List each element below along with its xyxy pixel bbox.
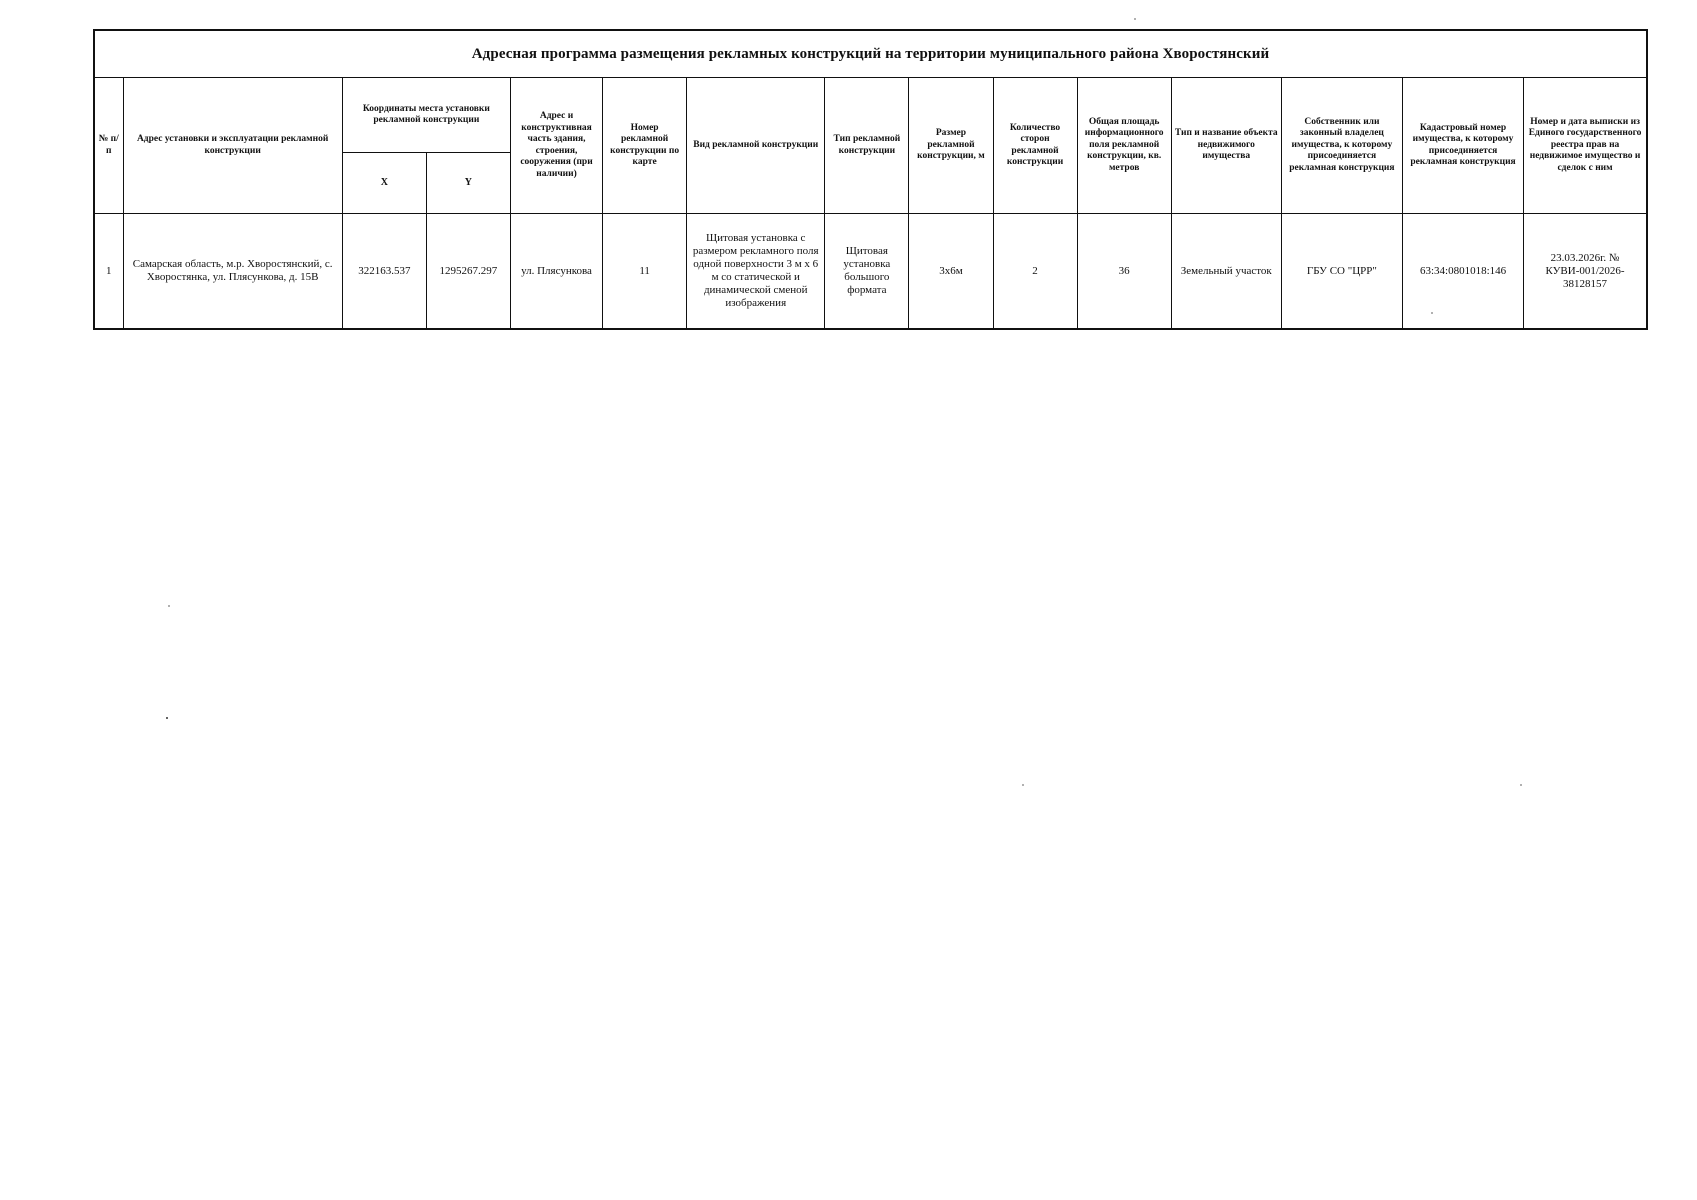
column-header-cadastral: Кадастровый номер имущества, к которому присоединяется рекламная конструкция — [1402, 78, 1523, 214]
advertising-program-table — [93, 29, 1648, 330]
cell-address: Самарская область, м.р. Хворостянский, с. Хворостянка, ул. Плясункова, д. 15В — [123, 214, 342, 330]
scan-speck — [1520, 784, 1522, 786]
cell-y: 1295267.297 — [426, 214, 510, 330]
column-header-address: Адрес установки и эксплуатации рекламной конструкции — [123, 78, 342, 214]
column-header-owner: Собственник или законный владелец имущества, к которому присоединяется рекламная конструкция — [1281, 78, 1402, 214]
cell-size: 3х6м — [909, 214, 993, 330]
cell-sides: 2 — [993, 214, 1077, 330]
column-header-kind: Вид рекламной конструкции — [687, 78, 825, 214]
cell-x: 322163.537 — [342, 214, 426, 330]
scan-speck — [1022, 784, 1024, 786]
table-header-row — [94, 78, 1647, 153]
scan-speck — [168, 605, 170, 607]
cell-kind: Щитовая установка с размером рекламного поля одной поверхности 3 м х 6 м со статической и динамической сменой изображения — [687, 214, 825, 330]
column-header-y: Y — [426, 153, 510, 214]
column-header-coords: Координаты места установки рекламной конструкции — [342, 78, 510, 153]
column-header-area: Общая площадь информационного поля рекламной конструкции, кв. метров — [1077, 78, 1171, 214]
cell-property-type: Земельный участок — [1171, 214, 1281, 330]
document-title: Адресная программа размещения рекламных конструкций на территории муниципального района Хворостянский — [94, 30, 1647, 78]
column-header-sides: Количество сторон рекламной конструкции — [993, 78, 1077, 214]
scan-speck — [1431, 312, 1433, 314]
cell-num: 1 — [94, 214, 123, 330]
scan-speck — [166, 717, 168, 719]
column-header-type: Тип рекламной конструкции — [825, 78, 909, 214]
column-header-property-type: Тип и название объекта недвижимого имущества — [1171, 78, 1281, 214]
cell-cadastral: 63:34:0801018:146 — [1402, 214, 1523, 330]
column-header-building-part: Адрес и конструктивная часть здания, строения, сооружения (при наличии) — [510, 78, 602, 214]
column-header-x: X — [342, 153, 426, 214]
cell-map-number: 11 — [603, 214, 687, 330]
scan-speck — [1134, 18, 1136, 20]
cell-building-part: ул. Плясункова — [510, 214, 602, 330]
cell-owner: ГБУ СО "ЦРР" — [1281, 214, 1402, 330]
column-header-map-number: Номер рекламной конструкции по карте — [603, 78, 687, 214]
column-header-size: Размер рекламной конструкции, м — [909, 78, 993, 214]
cell-area: 36 — [1077, 214, 1171, 330]
table-row — [94, 214, 1647, 330]
column-header-num: № п/п — [94, 78, 123, 214]
column-header-registry: Номер и дата выписки из Единого государственного реестра прав на недвижимое имущество и сделок с ним — [1524, 78, 1647, 214]
cell-registry: 23.03.2026г. № КУВИ-001/2026-38128157 — [1524, 214, 1647, 330]
cell-type: Щитовая установка большого формата — [825, 214, 909, 330]
